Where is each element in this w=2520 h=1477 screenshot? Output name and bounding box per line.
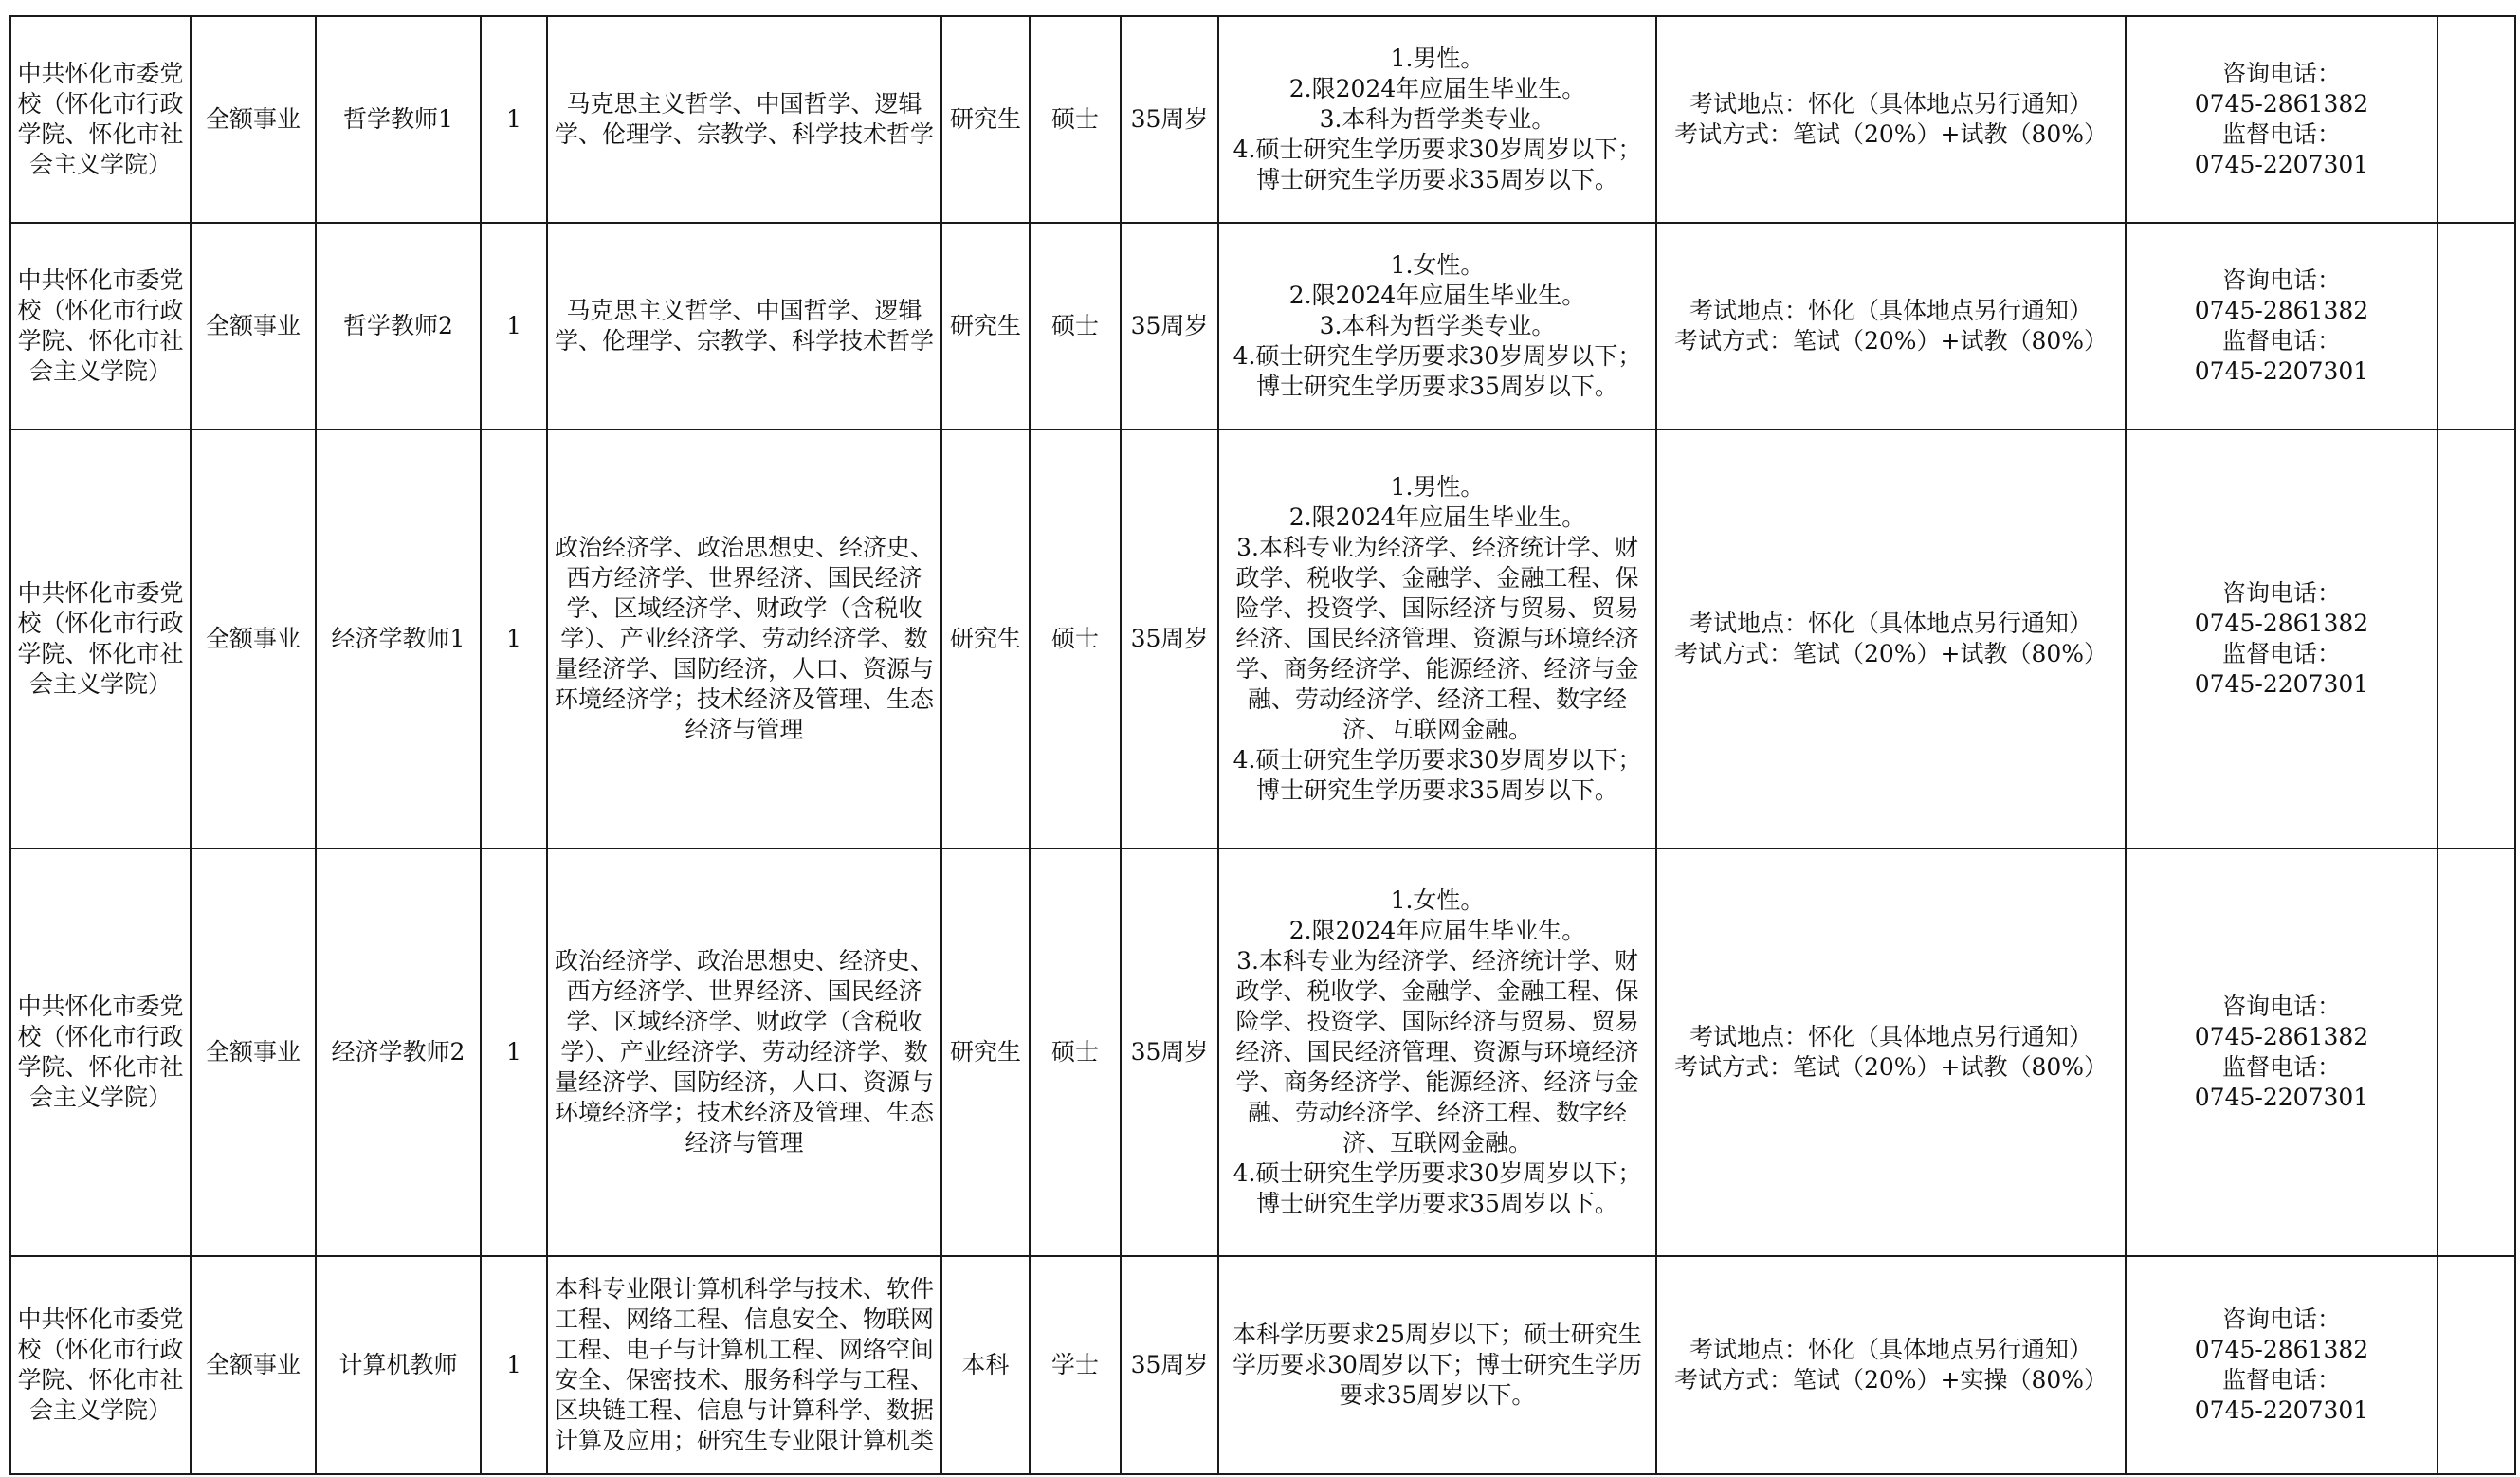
cell-type: 全额事业 [191, 429, 316, 848]
table-row [10, 848, 2515, 1256]
table-row [10, 223, 2515, 429]
cell-position: 哲学教师1 [316, 16, 481, 223]
requirements-line: 2.限2024年应届生毕业生。 [1288, 282, 1586, 309]
cell-education: 研究生 [941, 429, 1030, 848]
requirements-line: 3.本科为哲学类专业。 [1319, 105, 1556, 133]
cell-unit: 中共怀化市委党校（怀化市行政学院、怀化市社会主义学院） [10, 1256, 191, 1474]
cell-count: 1 [481, 1256, 547, 1474]
table-row [10, 16, 2515, 223]
contact-line: 0745-2861382 [2194, 1023, 2369, 1050]
contact-line: 咨询电话： [2221, 579, 2341, 607]
contact-line: 咨询电话： [2221, 266, 2341, 294]
contact-line: 0745-2861382 [2194, 610, 2369, 637]
requirements-line: 本科学历要求25周岁以下；硕士研究生学历要求30周岁以下；博士研究生学历要求35周岁以下。 [1233, 1321, 1642, 1409]
contact-line: 监督电话： [2221, 327, 2341, 355]
cell-age: 35周岁 [1121, 848, 1218, 1256]
requirements-line: 3.本科为哲学类专业。 [1319, 312, 1556, 339]
exam-line: 考试方式：笔试（20%）+试教（80%） [1673, 327, 2109, 355]
contact-line: 监督电话： [2221, 640, 2341, 667]
contact-line: 0745-2207301 [2194, 1084, 2369, 1111]
cell-position: 哲学教师2 [316, 223, 481, 429]
cell-note [2438, 429, 2515, 848]
cell-unit: 中共怀化市委党校（怀化市行政学院、怀化市社会主义学院） [10, 16, 191, 223]
cell-note [2438, 223, 2515, 429]
requirements-line: 3.本科专业为经济学、经济统计学、财政学、税收学、金融学、金融工程、保险学、投资学、国际经济与贸易、贸易经济、国民经济管理、资源与环境经济学、商务经济学、能源经济、经济与金融、劳动经济学、经济工程、数字经济、互联网金融。 [1235, 947, 1639, 1157]
cell-contact [2126, 429, 2438, 848]
contact-line: 监督电话： [2221, 120, 2341, 148]
cell-exam [1656, 223, 2126, 429]
contact-line: 咨询电话： [2221, 60, 2341, 87]
cell-education: 本科 [941, 1256, 1030, 1474]
cell-type: 全额事业 [191, 848, 316, 1256]
contact-line: 0745-2861382 [2194, 297, 2369, 324]
exam-line: 考试地点：怀化（具体地点另行通知） [1689, 297, 2092, 324]
requirements-line: 2.限2024年应届生毕业生。 [1288, 917, 1586, 944]
contact-line: 咨询电话： [2221, 993, 2341, 1020]
cell-note [2438, 16, 2515, 223]
contact-line: 0745-2861382 [2194, 90, 2369, 118]
exam-line: 考试方式：笔试（20%）+试教（80%） [1673, 120, 2109, 148]
recruitment-table [9, 15, 2516, 1475]
contact-line: 0745-2207301 [2194, 151, 2369, 178]
cell-education: 研究生 [941, 16, 1030, 223]
cell-exam [1656, 848, 2126, 1256]
cell-unit: 中共怀化市委党校（怀化市行政学院、怀化市社会主义学院） [10, 223, 191, 429]
cell-degree: 硕士 [1030, 223, 1121, 429]
cell-age: 35周岁 [1121, 223, 1218, 429]
cell-education: 研究生 [941, 223, 1030, 429]
cell-major: 马克思主义哲学、中国哲学、逻辑学、伦理学、宗教学、科学技术哲学 [547, 223, 941, 429]
exam-line: 考试方式：笔试（20%）+试教（80%） [1673, 1053, 2109, 1081]
cell-type: 全额事业 [191, 223, 316, 429]
cell-major: 本科专业限计算机科学与技术、软件工程、网络工程、信息安全、物联网工程、电子与计算机工程、网络空间安全、保密技术、服务科学与工程、区块链工程、信息与计算科学、数据计算及应用；研究生专业限计算机类 [547, 1256, 941, 1474]
cell-degree: 学士 [1030, 1256, 1121, 1474]
requirements-line: 2.限2024年应届生毕业生。 [1288, 75, 1586, 102]
requirements-line: 4.硕士研究生学历要求30岁周岁以下；博士研究生学历要求35周岁以下。 [1233, 136, 1642, 193]
cell-major: 马克思主义哲学、中国哲学、逻辑学、伦理学、宗教学、科学技术哲学 [547, 16, 941, 223]
cell-contact [2126, 16, 2438, 223]
cell-exam [1656, 429, 2126, 848]
cell-note [2438, 848, 2515, 1256]
cell-count: 1 [481, 848, 547, 1256]
cell-requirements [1218, 848, 1656, 1256]
cell-unit: 中共怀化市委党校（怀化市行政学院、怀化市社会主义学院） [10, 429, 191, 848]
cell-position: 经济学教师1 [316, 429, 481, 848]
cell-unit: 中共怀化市委党校（怀化市行政学院、怀化市社会主义学院） [10, 848, 191, 1256]
cell-major: 政治经济学、政治思想史、经济史、西方经济学、世界经济、国民经济学、区域经济学、财政学（含税收学）、产业经济学、劳动经济学、数量经济学、国防经济，人口、资源与环境经济学；技术经济及管理、生态经济与管理 [547, 848, 941, 1256]
cell-count: 1 [481, 223, 547, 429]
cell-exam [1656, 16, 2126, 223]
table-row [10, 1256, 2515, 1474]
cell-degree: 硕士 [1030, 429, 1121, 848]
cell-major: 政治经济学、政治思想史、经济史、西方经济学、世界经济、国民经济学、区域经济学、财政学（含税收学）、产业经济学、劳动经济学、数量经济学、国防经济，人口、资源与环境经济学；技术经济及管理、生态经济与管理 [547, 429, 941, 848]
contact-line: 监督电话： [2221, 1053, 2341, 1081]
cell-type: 全额事业 [191, 1256, 316, 1474]
contact-line: 咨询电话： [2221, 1305, 2341, 1333]
cell-contact [2126, 223, 2438, 429]
cell-type: 全额事业 [191, 16, 316, 223]
requirements-line: 1.男性。 [1390, 45, 1485, 72]
cell-age: 35周岁 [1121, 1256, 1218, 1474]
cell-note [2438, 1256, 2515, 1474]
contact-line: 0745-2861382 [2194, 1336, 2369, 1363]
table-row [10, 429, 2515, 848]
contact-line: 监督电话： [2221, 1366, 2341, 1394]
exam-line: 考试方式：笔试（20%）+试教（80%） [1673, 640, 2109, 667]
cell-count: 1 [481, 429, 547, 848]
cell-age: 35周岁 [1121, 429, 1218, 848]
exam-line: 考试方式：笔试（20%）+实操（80%） [1673, 1366, 2109, 1394]
cell-requirements [1218, 1256, 1656, 1474]
requirements-line: 3.本科专业为经济学、经济统计学、财政学、税收学、金融学、金融工程、保险学、投资学、国际经济与贸易、贸易经济、国民经济管理、资源与环境经济学、商务经济学、能源经济、经济与金融、劳动经济学、经济工程、数字经济、互联网金融。 [1235, 534, 1639, 743]
cell-requirements [1218, 429, 1656, 848]
cell-degree: 硕士 [1030, 848, 1121, 1256]
cell-exam [1656, 1256, 2126, 1474]
requirements-line: 4.硕士研究生学历要求30岁周岁以下；博士研究生学历要求35周岁以下。 [1233, 342, 1642, 400]
cell-requirements [1218, 16, 1656, 223]
contact-line: 0745-2207301 [2194, 1396, 2369, 1424]
exam-line: 考试地点：怀化（具体地点另行通知） [1689, 610, 2092, 637]
cell-count: 1 [481, 16, 547, 223]
cell-contact [2126, 1256, 2438, 1474]
exam-line: 考试地点：怀化（具体地点另行通知） [1689, 1336, 2092, 1363]
cell-requirements [1218, 223, 1656, 429]
contact-line: 0745-2207301 [2194, 357, 2369, 385]
exam-line: 考试地点：怀化（具体地点另行通知） [1689, 1023, 2092, 1050]
requirements-line: 1.女性。 [1390, 251, 1485, 279]
requirements-line: 2.限2024年应届生毕业生。 [1288, 503, 1586, 531]
contact-line: 0745-2207301 [2194, 670, 2369, 698]
exam-line: 考试地点：怀化（具体地点另行通知） [1689, 90, 2092, 118]
cell-position: 经济学教师2 [316, 848, 481, 1256]
cell-position: 计算机教师 [316, 1256, 481, 1474]
cell-contact [2126, 848, 2438, 1256]
requirements-line: 4.硕士研究生学历要求30岁周岁以下；博士研究生学历要求35周岁以下。 [1233, 1159, 1642, 1217]
cell-degree: 硕士 [1030, 16, 1121, 223]
requirements-line: 1.女性。 [1390, 886, 1485, 914]
requirements-line: 1.男性。 [1390, 473, 1485, 501]
cell-age: 35周岁 [1121, 16, 1218, 223]
cell-education: 研究生 [941, 848, 1030, 1256]
requirements-line: 4.硕士研究生学历要求30岁周岁以下；博士研究生学历要求35周岁以下。 [1233, 746, 1642, 804]
